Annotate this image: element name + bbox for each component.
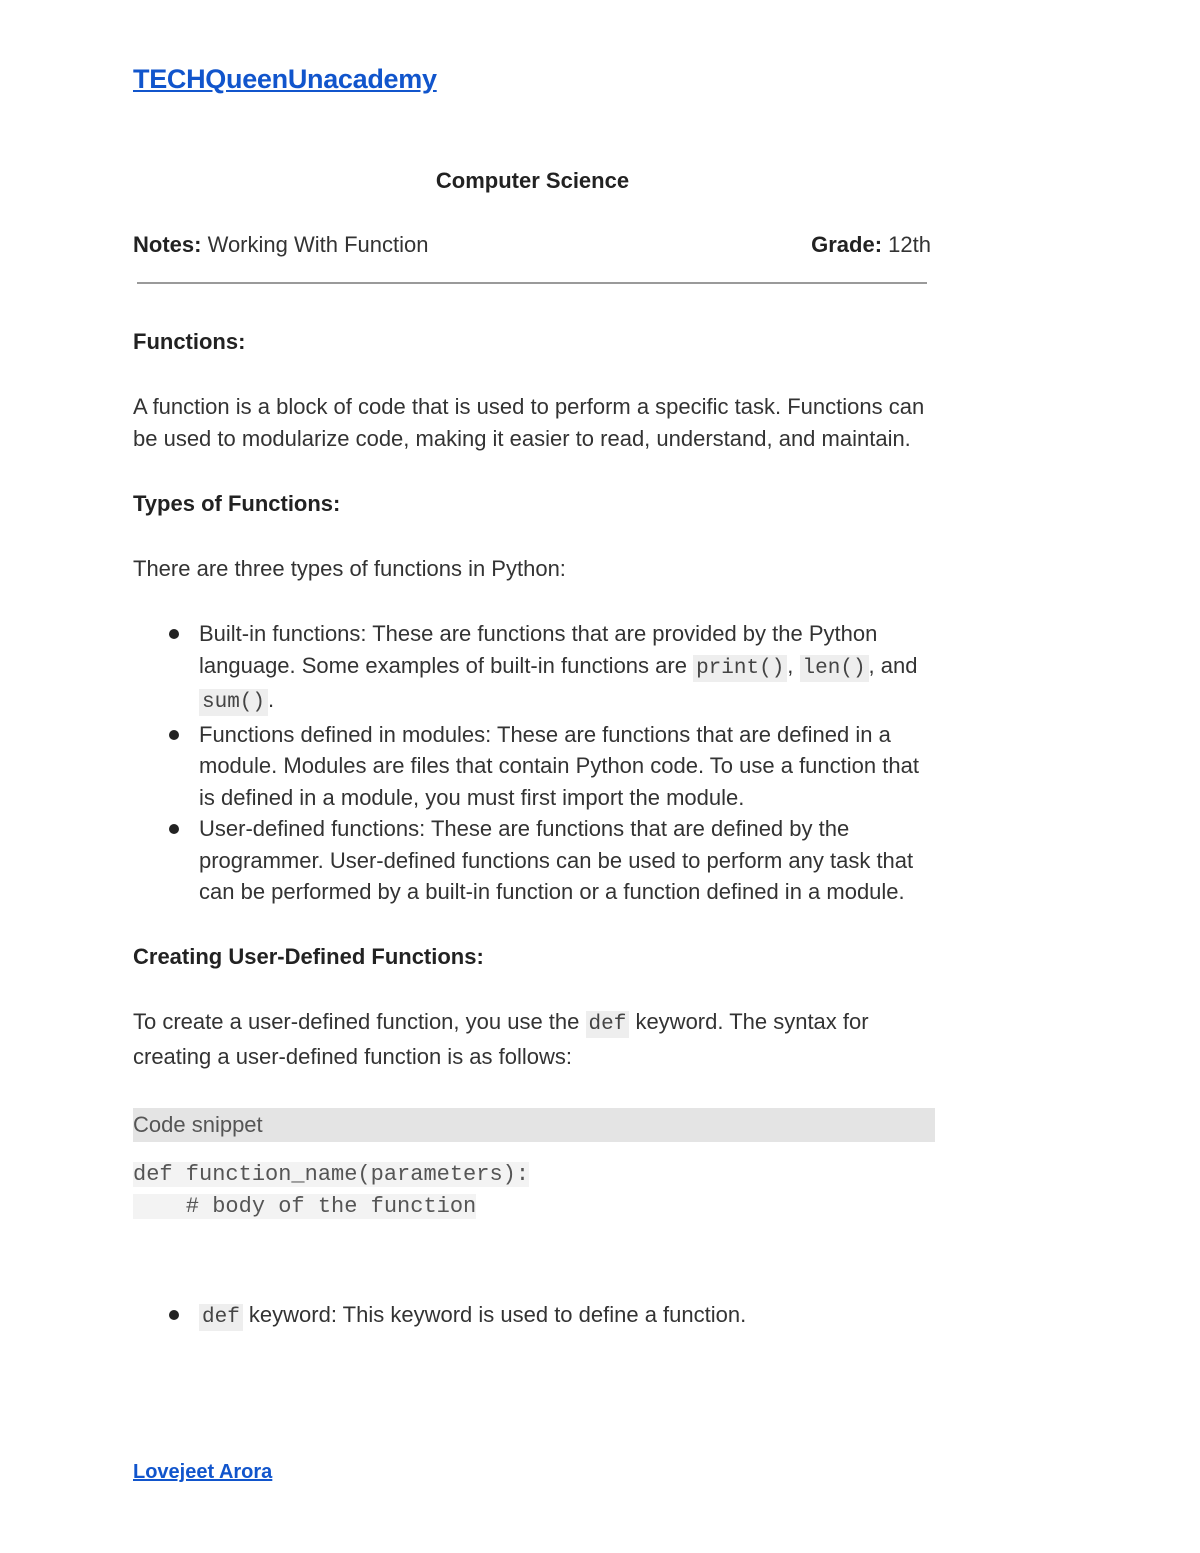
bullet-text: keyword: This keyword is used to define a function. xyxy=(242,1301,747,1327)
intro-text: keyword. The syntax for creating a user-defined function is as follows: xyxy=(133,1008,869,1069)
code-snippet-label: Code snippet xyxy=(133,1108,935,1142)
keyword-list xyxy=(133,1299,938,1334)
code-line: def function_name(parameters): xyxy=(133,1161,530,1187)
inline-code: sum() xyxy=(199,689,268,716)
creating-heading: Creating User-Defined Functions: xyxy=(133,943,484,969)
notes-value: Working With Function xyxy=(207,232,429,257)
bullet-icon xyxy=(169,730,179,740)
code-line: # body of the function xyxy=(133,1193,477,1219)
main-content xyxy=(133,326,938,1333)
inline-code: def xyxy=(586,1011,630,1038)
grade-label: Grade: xyxy=(811,232,883,257)
bullet-icon xyxy=(169,629,179,639)
list-item xyxy=(133,813,938,908)
list-item xyxy=(133,1299,938,1334)
inline-code: print() xyxy=(693,655,787,682)
bullet-text: User-defined functions: These are functions that are defined by the programmer. User-defined functions can be used to perform any task that can be performed by a built-in function or a function defined in a module. xyxy=(199,816,914,904)
functions-body: A function is a block of code that is used to perform a specific task. Functions can be used to modularize code, making it easier to read, understand, and maintain. xyxy=(133,394,925,451)
bullet-icon xyxy=(169,824,179,834)
bullet-text: Built-in functions: These are functions that are provided by the Python language. Some examples of built-in functions are xyxy=(199,621,878,678)
bullet-text: . xyxy=(268,687,275,712)
grade-info xyxy=(811,232,931,258)
types-intro: There are three types of functions in Python: xyxy=(133,556,566,581)
list-item xyxy=(133,618,938,719)
author-link[interactable]: Lovejeet Arora xyxy=(133,1461,273,1483)
notes-info xyxy=(133,232,428,257)
types-heading: Types of Functions: xyxy=(133,491,341,516)
inline-code: len() xyxy=(800,655,869,682)
bullet-text: Functions defined in modules: These are functions that are defined in a module. Modules are files that contain Python code. To use a function that is defined in a module, you must first import the module. xyxy=(199,721,919,810)
code-block xyxy=(133,1159,938,1223)
brand-link[interactable]: TECHQueenUnacademy xyxy=(133,64,437,94)
types-list xyxy=(133,618,938,908)
inline-code: def xyxy=(199,1304,243,1331)
creating-intro xyxy=(133,1006,938,1073)
grade-value: 12th xyxy=(888,232,931,257)
bullet-text: , xyxy=(787,652,800,678)
notes-row xyxy=(133,232,931,258)
functions-heading: Functions: xyxy=(133,329,246,354)
list-item xyxy=(133,719,938,814)
bullet-icon xyxy=(169,1310,179,1320)
intro-text: To create a user-defined function, you use the xyxy=(133,1008,586,1034)
notes-label: Notes: xyxy=(133,232,202,257)
course-title: Computer Science xyxy=(435,168,630,193)
bullet-text: , and xyxy=(868,652,918,678)
header-divider xyxy=(137,282,927,284)
